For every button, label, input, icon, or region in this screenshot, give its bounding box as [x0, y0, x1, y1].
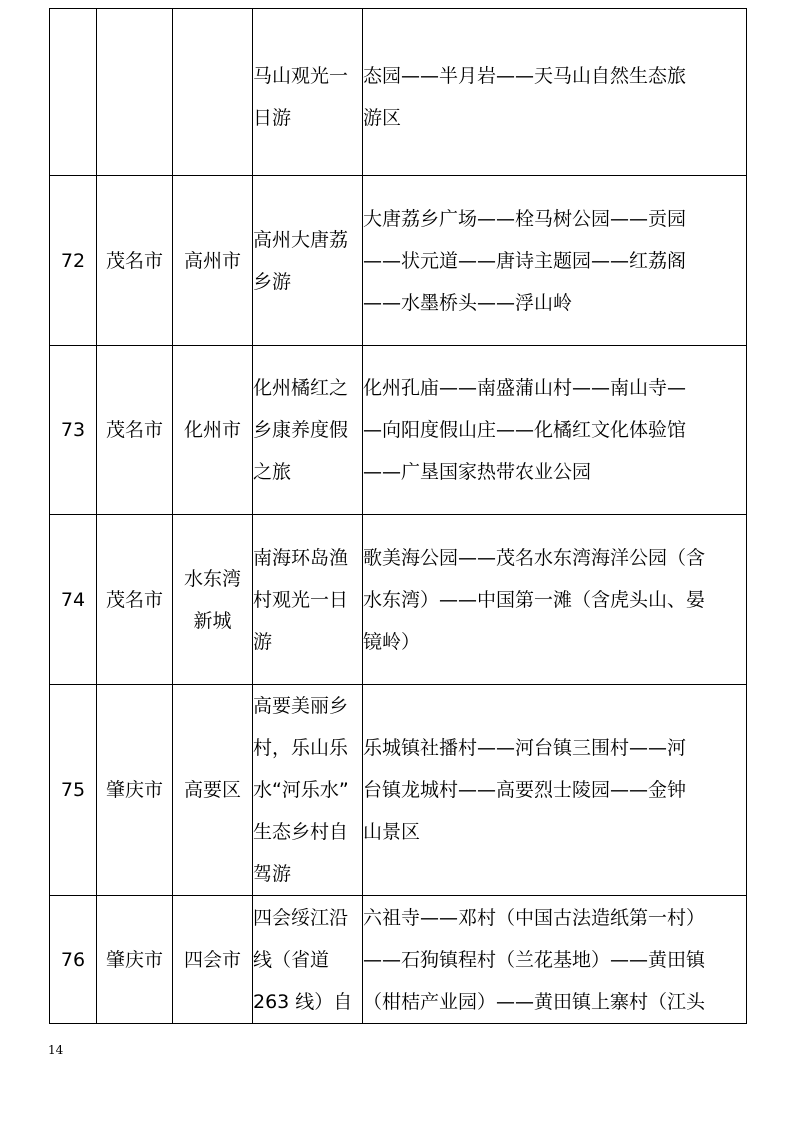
row-number-cell: 76: [50, 896, 97, 1024]
table-row: [50, 346, 747, 515]
row-number-cell: 74: [50, 515, 97, 685]
city-cell: 茂名市: [97, 515, 173, 685]
routes-table: [49, 8, 747, 1024]
row-number-cell: 75: [50, 685, 97, 896]
table-row: [50, 176, 747, 346]
route-detail-cell: 大唐荔乡广场——栓马树公园——贡园 ——状元道——唐诗主题园——红荔阁 ——水墨桥头——浮山岭: [363, 176, 747, 346]
route-detail-cell: 态园——半月岩——天马山自然生态旅 游区: [363, 9, 747, 176]
row-number-cell: 72: [50, 176, 97, 346]
row-number-cell: [50, 9, 97, 176]
route-name-cell: 南海环岛渔 村观光一日 游: [253, 515, 363, 685]
route-name-cell: 高州大唐荔 乡游: [253, 176, 363, 346]
table-row: [50, 515, 747, 685]
district-cell: 水东湾 新城: [173, 515, 253, 685]
route-name-cell: 马山观光一 日游: [253, 9, 363, 176]
row-number-cell: 73: [50, 346, 97, 515]
district-cell: 高州市: [173, 176, 253, 346]
city-cell: 肇庆市: [97, 685, 173, 896]
district-cell: [173, 9, 253, 176]
route-detail-cell: 六祖寺——邓村（中国古法造纸第一村） ——石狗镇程村（兰花基地）——黄田镇 （柑桔产业园）——黄田镇上寨村（江头: [363, 896, 747, 1024]
city-cell: [97, 9, 173, 176]
district-cell: 化州市: [173, 346, 253, 515]
page-number: 14: [48, 1043, 64, 1057]
route-name-cell: 四会绥江沿 线（省道 263 线）自: [253, 896, 363, 1024]
route-detail-cell: 化州孔庙——南盛蒲山村——南山寺— —向阳度假山庄——化橘红文化体验馆 ——广垦国家热带农业公园: [363, 346, 747, 515]
table-row: [50, 9, 747, 176]
district-cell: 四会市: [173, 896, 253, 1024]
city-cell: 肇庆市: [97, 896, 173, 1024]
city-cell: 茂名市: [97, 176, 173, 346]
route-detail-cell: 歌美海公园——茂名水东湾海洋公园（含 水东湾）——中国第一滩（含虎头山、晏 镜岭）: [363, 515, 747, 685]
route-name-cell: 高要美丽乡 村，乐山乐 水“河乐水” 生态乡村自 驾游: [253, 685, 363, 896]
city-cell: 茂名市: [97, 346, 173, 515]
route-detail-cell: 乐城镇社播村——河台镇三围村——河 台镇龙城村——高要烈士陵园——金钟 山景区: [363, 685, 747, 896]
route-name-cell: 化州橘红之 乡康养度假 之旅: [253, 346, 363, 515]
table-row: [50, 685, 747, 896]
district-cell: 高要区: [173, 685, 253, 896]
table-row: [50, 896, 747, 1024]
